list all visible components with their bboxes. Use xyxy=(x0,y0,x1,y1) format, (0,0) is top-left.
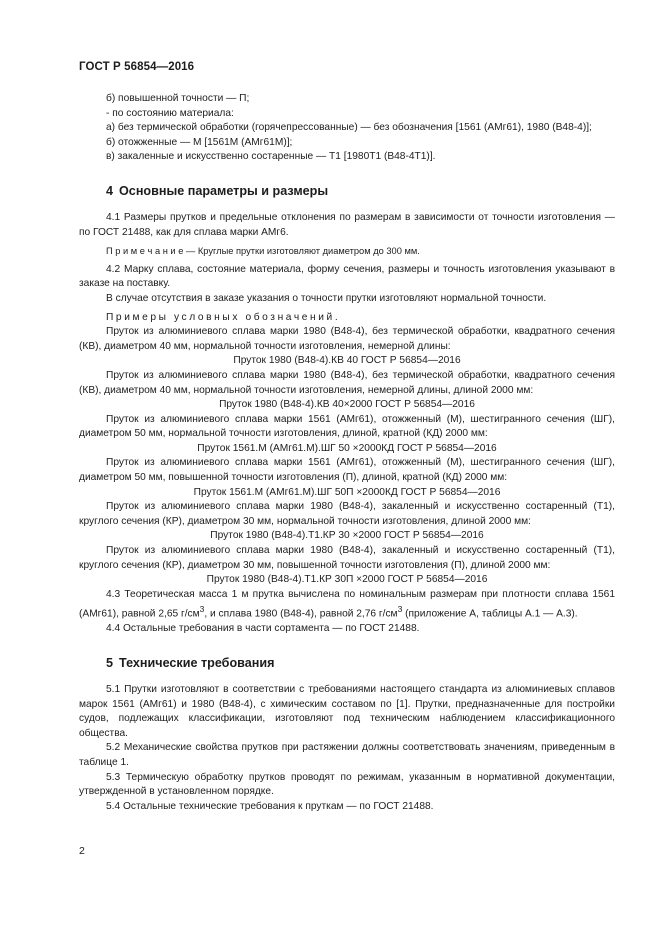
example-code: Пруток 1980 (В48-4).Т1.КР 30 ×2000 ГОСТ Р 56854—2016 xyxy=(210,530,484,542)
section-number: 5 xyxy=(106,655,114,670)
note-text: — Круглые прутки изготовляют диаметром до 300 мм. xyxy=(183,246,420,257)
paragraph-4-3-part: 4.3 Теоретическая масса 1 м прутка вычислена по номинальным размерам при плотности сплава 1561 (АМг61), равной 2,65 г/см xyxy=(79,588,615,620)
example-code: Пруток 1980 (В48-4).КВ 40×2000 ГОСТ Р 56854—2016 xyxy=(219,399,475,411)
paragraph-4-3 xyxy=(79,588,615,623)
intro-line: - по состоянию материала: xyxy=(106,107,234,119)
section-number: 4 xyxy=(106,183,114,198)
example-text: Пруток из алюминиевого сплава марки 1561 (АМг61), отожженный (М), шестигранного сечения (ШГ), диаметром 50 мм, нормальной точности изготовления, длиной, кратной (КД) 2000 мм: xyxy=(79,413,615,440)
intro-line: в) закаленные и искусственно состаренные — Т1 [1980Т1 (В48-4Т1)]. xyxy=(106,151,436,163)
example-code: Пруток 1561.М (АМг61.М).ШГ 50П ×2000КД ГОСТ Р 56854—2016 xyxy=(193,486,501,498)
paragraph-5-1: 5.1 Прутки изготовляют в соответствии с требованиями настоящего стандарта из алюминиевых сплавов марок 1561 (АМг61) и 1980 (В48-4), с химическим составом по [1]. Прутки, предназначенные для постройки судов, подлежащих классификации, изготовляют под техническим наблюдением классификационного общества. xyxy=(79,683,615,739)
section-title: Технические требования xyxy=(119,655,275,670)
example-text: Пруток из алюминиевого сплава марки 1980 (В48-4), без термической обработки, квадратного сечения (КВ), диаметром 40 мм, нормальной точности изготовления, немерной длины, длиной 2000 мм: xyxy=(79,369,615,396)
document-header: ГОСТ Р 56854—2016 xyxy=(79,61,195,73)
paragraph-5-3: 5.3 Термическую обработку прутков проводят по режимам, указанным в нормативной документации, утвержденной в установленном порядке. xyxy=(79,771,615,798)
superscript: 3 xyxy=(199,604,205,615)
example-text: Пруток из алюминиевого сплава марки 1980 (В48-4), без термической обработки, квадратного сечения (КВ), диаметром 40 мм, нормальной точности изготовления, немерной длины: xyxy=(79,326,615,352)
paragraph-4-4: 4.4 Остальные требования в части сортамента — по ГОСТ 21488. xyxy=(106,623,420,635)
document-body xyxy=(79,92,615,814)
intro-line: б) отожженные — М [1561М (АМг61М)]; xyxy=(106,136,293,148)
page-number: 2 xyxy=(79,845,85,857)
section-4-heading xyxy=(79,183,615,199)
example-code: Пруток 1561.М (АМг61.М).ШГ 50 ×2000КД ГОСТ Р 56854—2016 xyxy=(197,442,497,454)
intro-line: б) повышенной точности — П; xyxy=(106,93,250,104)
section-5-heading xyxy=(79,655,615,671)
paragraph-4-1: 4.1 Размеры прутков и предельные отклонения по размерам в зависимости от точности изготовления — по ГОСТ 21488, как для сплава марки АМг6. xyxy=(79,211,615,238)
example-text: Пруток из алюминиевого сплава марки 1980 (В48-4), закаленный и искусственно состаренный (Т1), круглого сечения (КР), диаметром 30 мм, нормальной точности изготовления, длиной 2000 мм: xyxy=(79,501,615,527)
paragraph-4-3-part: (приложение А, таблицы А.1 — А.3). xyxy=(402,608,578,620)
paragraph-4-2: 4.2 Марку сплава, состояние материала, форму сечения, размеры и точность изготовления указывают в заказе на поставку. xyxy=(79,263,615,290)
note-label: П р и м е ч а н и е xyxy=(106,246,184,257)
intro-line: а) без термической обработки (горячепрессованные) — без обозначения [1561 (АМг61), 1980 (В48-4)]; xyxy=(106,122,592,134)
note xyxy=(79,244,615,259)
example-text: Пруток из алюминиевого сплава марки 1980 (В48-4), закаленный и искусственно состаренный (Т1), круглого сечения (КР), диаметром 30 мм, повышенной точности изготовления (П), длиной 2000 мм: xyxy=(79,545,615,571)
examples-label: Примеры условных обозначений. xyxy=(106,311,341,323)
paragraph-4-3-part: , и сплава 1980 (В48-4), равной 2,76 г/см xyxy=(204,608,398,620)
example-text: Пруток из алюминиевого сплава марки 1561 (АМг61), отожженный (М), шестигранного сечения (ШГ), диаметром 50 мм, повышенной точности изготовления (П), длиной, кратной (КД) 2000 мм: xyxy=(79,457,615,484)
example-code: Пруток 1980 (В48-4).Т1.КР 30П ×2000 ГОСТ Р 56854—2016 xyxy=(206,574,488,586)
paragraph-5-2: 5.2 Механические свойства прутков при растяжении должны соответствовать значениям, приведенным в таблице 1. xyxy=(79,742,615,768)
paragraph-5-4: 5.4 Остальные технические требования к пруткам — по ГОСТ 21488. xyxy=(106,800,434,812)
superscript: 3 xyxy=(397,604,403,615)
paragraph-4-2-b: В случае отсутствия в заказе указания о точности прутки изготовляют нормальной точности. xyxy=(106,292,547,304)
section-title: Основные параметры и размеры xyxy=(119,183,329,198)
example-code: Пруток 1980 (В48-4).КВ 40 ГОСТ Р 56854—2016 xyxy=(233,355,461,367)
